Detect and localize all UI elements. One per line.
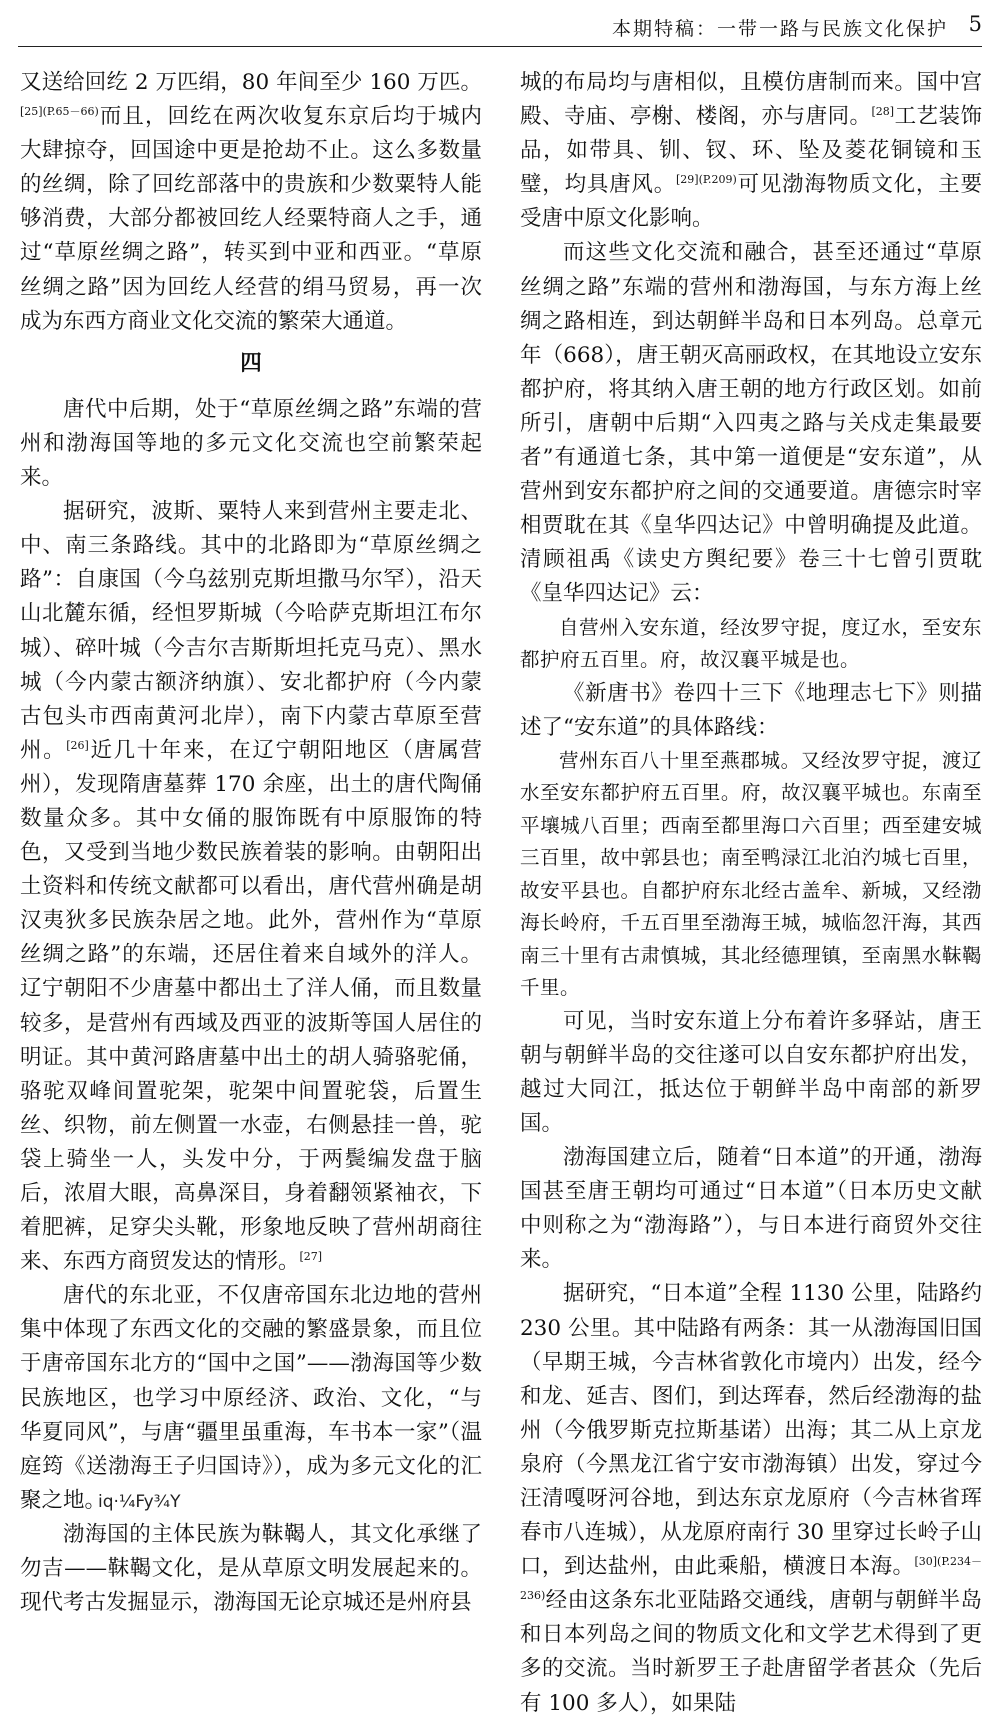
- citation: [27]: [299, 1250, 323, 1264]
- paragraph: 渤海国的主体民族为靺鞨人，其文化承继了勿吉——靺鞨文化，是从草原文明发展起来的。现代考古发掘显示，渤海国无论京城还是州府县: [20, 1521, 482, 1616]
- paragraph: 《新唐书》卷四十三下《地理志七下》则描述了“安东道”的具体路线：: [520, 680, 982, 740]
- paragraph: 城的布局均与唐相似，且模仿唐制而来。国中宫殿、寺庙、亭榭、楼阁，亦与唐同。[28]工艺装饰品，如带具、钏、钗、环、坠及菱花铜镜和玉璧，均具唐风。$^{[29](P.209)}$可见渤海物质文化，主要受唐中原文化影响。: [520, 70, 982, 232]
- section-heading: 四: [240, 350, 262, 376]
- paragraph: 唐代的东北亚，不仅唐帝国东北边地的营州集中体现了东西文化的交融的繁盛景象，而且位于唐帝国东北方的“国中之国”——渤海国等少数民族地区，也学习中原经济、政治、文化，“与华夏同风”，与唐“疆里虽重海，车书本一家”（温庭筠《送渤海王子归国诗》），成为多元文化的汇聚之地。: [20, 1283, 482, 1513]
- block-quote: 自营州入安东道，经汝罗守捉，度辽水，至安东都护府五百里。府，故汉襄平城是也。: [520, 615, 982, 671]
- paragraph: 可见，当时安东道上分布着许多驿站，唐王朝与朝鲜半岛的交往遂可以自安东都护府出发，越过大同江，抵达位于朝鲜半岛中南部的新罗国。: [520, 1008, 982, 1136]
- block-quote: 营州东百八十里至燕郡城。又经汝罗守捉，渡辽水至安东都护府五百里。府，故汉襄平城也。东南至平壤城八百里；西南至都里海口六百里；西至建安城三百里，故中郭县也；南至鸭渌江北泊汋城七百里，故安平县也。自都护府东北经古盖牟、新城，又经渤海长岭府，千五百里至渤海王城，城临忽汗海，其西南三十里有古肃慎城，其北经德理镇，至南黑水靺鞨千里。: [520, 748, 982, 1000]
- left-column: [20, 66, 482, 1620]
- paragraph: 唐代中后期，处于“草原丝绸之路”东端的营州和渤海国等地的多元文化交流也空前繁荣起来。: [20, 396, 482, 491]
- paragraph: 渤海国建立后，随着“日本道”的开通，渤海国甚至唐王朝均可通过“日本道”（日本历史文献中则称之为“渤海路”），与日本进行商贸外交往来。: [520, 1145, 982, 1273]
- page-number: 5: [968, 12, 982, 36]
- citation: [28]: [871, 105, 895, 119]
- running-header: [18, 0, 982, 47]
- paragraph: 而这些文化交流和融合，甚至还通过“草原丝绸之路”东端的营州和渤海国，与东方海上丝绸之路相连，到达朝鲜半岛和日本列岛。总章元年（668），唐王朝灭高丽政权，在其地设立安东都护府，将其纳入唐王朝的地方行政区划。如前所引，唐朝中后期“入四夷之路与关戍走集最要者”有通道七条，其中第一道便是“安东道”，从营州到安东都护府之间的交通要道。唐德宗时宰相贾耽在其《皇华四达记》中曾明确提及此道。清顾祖禹《读史方舆纪要》卷三十七曾引贾耽《皇华四达记》云：: [520, 240, 982, 607]
- right-column: [520, 66, 982, 1721]
- overlay-text: iq·¼Fy¾Y: [98, 1492, 181, 1512]
- citation: [30](P.234－236): [520, 1555, 982, 1603]
- running-title: 本期特稿：一带一路与民族文化保护: [611, 18, 948, 40]
- citation: [26]: [66, 738, 89, 752]
- citation: [25](P.65－66): [20, 105, 99, 119]
- paragraph: 据研究，“日本道”全程 1130 公里，陆路约 230 公里。其中陆路有两条：其一从渤海国旧国（早期王城，今吉林省敦化市境内）出发，经今和龙、延吉、图们，到达珲春，然后经渤海的盐州（今俄罗斯克拉斯基诺）出海；其二从上京龙泉府（今黑龙江省宁安市渤海镇）出发，穿过今汪清嘎呀河谷地，到达东京龙原府（今吉林省珲春市八连城），从龙原府南行 30 里穿过长岭子山口，到达盐州，由此乘船，横渡日本海。$^{[30](P.234-236)}$经由这条东北亚陆路交通线，唐朝与朝鲜半岛和日本列岛之间的物质文化和文学艺术得到了更多的交流。当时新罗王子赴唐留学者甚众（先后有 100 多人），如果陆: [520, 1281, 982, 1716]
- paragraph: 据研究，波斯、粟特人来到营州主要走北、中、南三条路线。其中的北路即为“草原丝绸之路”：自康国（今乌兹别克斯坦撒马尔罕），沿天山北麓东循，经怛罗斯城（今哈萨克斯坦江布尔城）、碎叶城（今吉尔吉斯斯坦托克马克）、黑水城（今内蒙古额济纳旗）、安北都护府（今内蒙古包头市西南黄河北岸），南下内蒙古草原至营州。[26]近几十年来，在辽宁朝阳地区（唐属营州），发现隋唐墓葬 170 余座，出土的唐代陶俑数量众多。其中女俑的服饰既有中原服饰的特色，又受到当地少数民族着装的影响。由朝阳出土资料和传统文献都可以看出，唐代营州确是胡汉夷狄多民族杂居之地。此外，营州作为“草原丝绸之路”的东端，还居住着来自域外的洋人。辽宁朝阳不少唐墓中都出土了洋人俑，而且数量较多，是营州有西域及西亚的波斯等国人居住的明证。其中黄河路唐墓中出土的胡人骑骆驼俑，骆驼双峰间置驼架，驼架中间置驼袋，后置生丝、织物，前左侧置一水壶，右侧悬挂一兽，驼袋上骑坐一人，头发中分，于两鬓编发盘于脑后，浓眉大眼，高鼻深目，身着翻领紧袖衣，下着肥裤，足穿尖头靴，形象地反映了营州胡商往来、东西方商贸发达的情形。[27]: [20, 499, 482, 1275]
- paragraph: 又送给回纥 2 万匹绢，80 年间至少 160 万匹。$^{[25](P.65-66)}$而且，回纥在两次收复东京后均于城内大肆掠夺，回国途中更是抢劫不止。这么多数量的丝绸，除了回纥部落中的贵族和少数粟特人能够消费，大部分都被回纥人经粟特商人之手，通过“草原丝绸之路”，转买到中亚和西亚。“草原丝绸之路”因为回纥人经营的绢马贸易，再一次成为东西方商业文化交流的繁荣大通道。: [20, 70, 482, 334]
- citation: [29](P.209): [676, 173, 737, 187]
